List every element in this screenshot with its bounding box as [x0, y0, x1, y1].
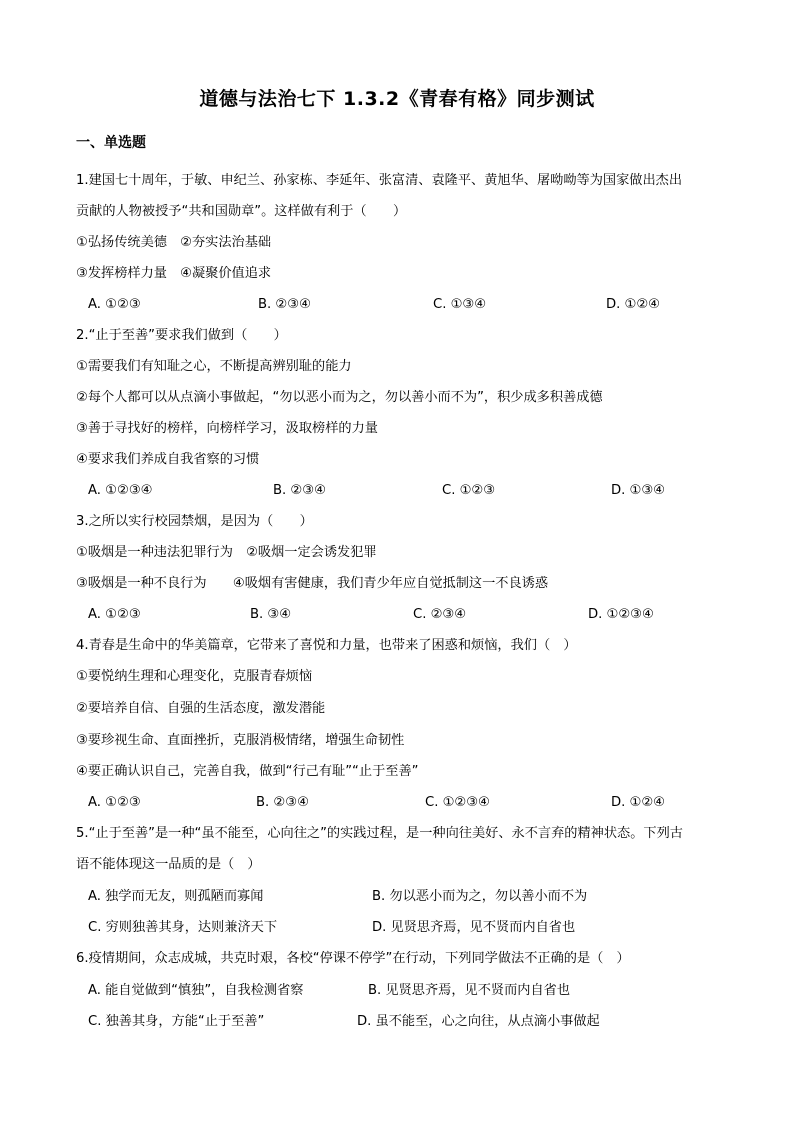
question-1-option-b[interactable]: B. ②③④ — [258, 297, 311, 312]
question-5-option-a[interactable]: A. 独学而无友，则孤陋而寡闻 — [88, 889, 264, 904]
question-2-item-4: ④要求我们养成自我省察的习惯 — [76, 452, 260, 467]
question-4-item-2: ②要培养自信、自强的生活态度，激发潜能 — [76, 701, 326, 716]
question-1-item-1: ①弘扬传统美德 ②夯实法治基础 — [76, 235, 272, 250]
question-3-option-b[interactable]: B. ③④ — [250, 607, 292, 622]
question-3-option-d[interactable]: D. ①②③④ — [588, 607, 654, 622]
question-4-option-a[interactable]: A. ①②③ — [88, 795, 141, 810]
question-2-option-d[interactable]: D. ①③④ — [611, 483, 666, 498]
question-4-item-1: ①要悦纳生理和心理变化，克服青春烦恼 — [76, 669, 313, 684]
section-heading: 一、单选题 — [76, 135, 146, 151]
question-3-item-2: ③吸烟是一种不良行为 ④吸烟有害健康，我们青少年应自觉抵制这一不良诱惑 — [76, 576, 549, 591]
question-5-option-d[interactable]: D. 见贤思齐焉，见不贤而内自省也 — [372, 920, 576, 935]
question-4-option-b[interactable]: B. ②③④ — [256, 795, 309, 810]
question-1-option-d[interactable]: D. ①②④ — [606, 297, 661, 312]
question-2-item-3: ③善于寻找好的榜样，向榜样学习，汲取榜样的力量 — [76, 421, 378, 436]
question-4-item-3: ③要珍视生命、直面挫折，克服消极情绪，增强生命韧性 — [76, 733, 405, 748]
question-6-option-d[interactable]: D. 虽不能至，心之向往，从点滴小事做起 — [357, 1014, 600, 1029]
question-2-item-1: ①需要我们有知耻之心，不断提高辨别耻的能力 — [76, 359, 352, 374]
question-3-stem: 3.之所以实行校园禁烟，是因为（ ） — [76, 514, 313, 529]
question-3-option-c[interactable]: C. ②③④ — [413, 607, 467, 622]
question-1-stem-line-1: 1.建国七十周年，于敏、申纪兰、孙家栋、李延年、张富清、袁隆平、黄旭华、屠呦呦等为国家做出杰出 — [76, 173, 683, 188]
question-5-stem-line-2: 语不能体现这一品质的是（ ） — [76, 857, 261, 872]
question-5-option-c[interactable]: C. 穷则独善其身，达则兼济天下 — [88, 920, 278, 935]
question-1-stem-line-2: 贡献的人物被授予“共和国勋章”。这样做有利于（ ） — [76, 204, 407, 219]
question-4-option-c[interactable]: C. ①②③④ — [425, 795, 490, 810]
question-3-item-1: ①吸烟是一种违法犯罪行为 ②吸烟一定会诱发犯罪 — [76, 545, 377, 560]
question-6-option-a[interactable]: A. 能自觉做到“慎独”，自我检测省察 — [88, 983, 304, 998]
question-1-option-c[interactable]: C. ①③④ — [433, 297, 487, 312]
question-3-option-a[interactable]: A. ①②③ — [88, 607, 141, 622]
question-6-option-c[interactable]: C. 独善其身，方能“止于至善” — [88, 1014, 265, 1029]
question-6-option-b[interactable]: B. 见贤思齐焉，见不贤而内自省也 — [368, 983, 571, 998]
question-2-item-2: ②每个人都可以从点滴小事做起，“勿以恶小而为之，勿以善小而不为”，积少成多积善成德 — [76, 390, 603, 405]
question-2-option-b[interactable]: B. ②③④ — [273, 483, 326, 498]
question-2-stem: 2.“止于至善”要求我们做到（ ） — [76, 328, 287, 343]
question-4-stem: 4.青春是生命中的华美篇章，它带来了喜悦和力量，也带来了困惑和烦恼，我们（ ） — [76, 638, 577, 653]
question-5-option-b[interactable]: B. 勿以恶小而为之，勿以善小而不为 — [372, 889, 588, 904]
question-2-option-a[interactable]: A. ①②③④ — [88, 483, 153, 498]
question-4-item-4: ④要正确认识自己，完善自我，做到“行己有耻”“止于至善” — [76, 764, 419, 779]
question-1-item-2: ③发挥榜样力量 ④凝聚价值追求 — [76, 266, 272, 281]
question-4-option-d[interactable]: D. ①②④ — [611, 795, 666, 810]
question-6-stem: 6.疫情期间，众志成城，共克时艰，各校“停课不停学”在行动，下列同学做法不正确的是（ ） — [76, 951, 630, 966]
question-5-stem-line-1: 5.“止于至善”是一种“虽不能至，心向往之”的实践过程，是一种向往美好、永不言弃的精神状态。下列古 — [76, 826, 683, 841]
question-1-option-a[interactable]: A. ①②③ — [88, 297, 141, 312]
question-2-option-c[interactable]: C. ①②③ — [442, 483, 496, 498]
page-title: 道德与法治七下 1.3.2《青春有格》同步测试 — [199, 88, 595, 110]
